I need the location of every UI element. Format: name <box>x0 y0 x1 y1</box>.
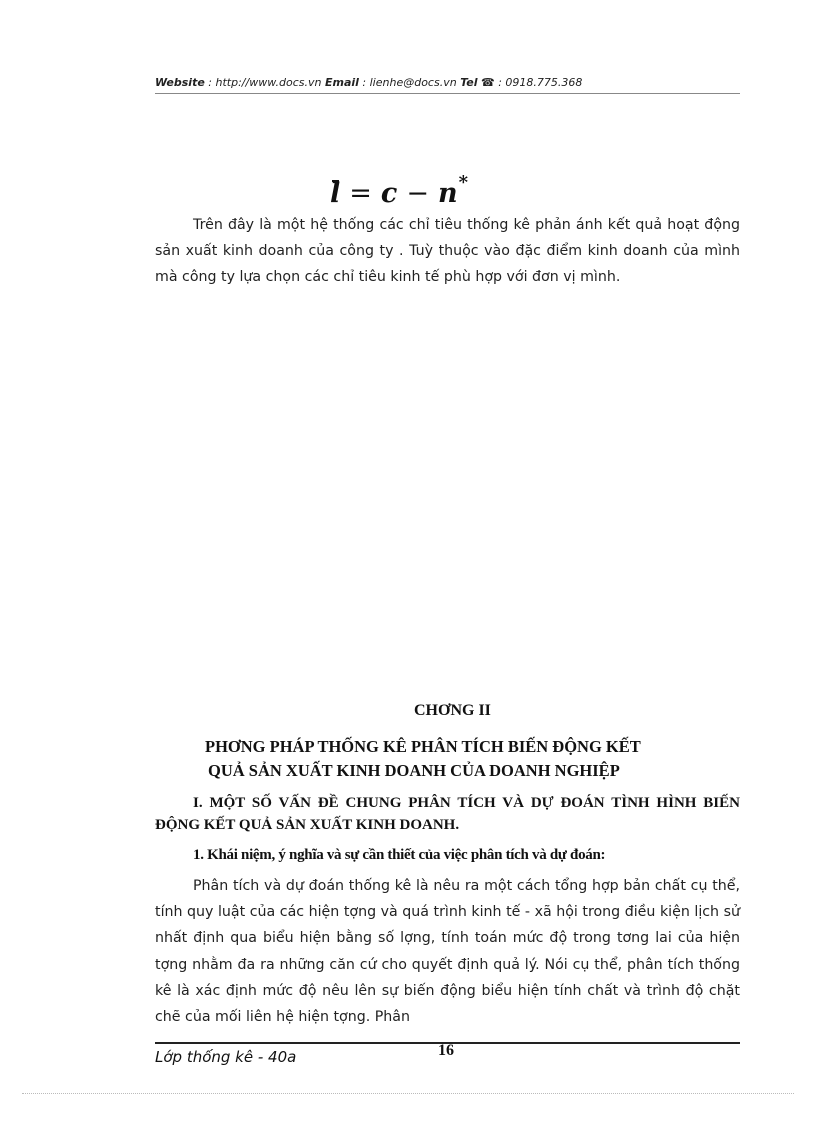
chapter-title-line2: QUẢ SẢN XUẤT KINH DOANH CỦA DOANH NGHIỆP <box>208 761 620 780</box>
page-number: 16 <box>438 1042 454 1059</box>
page-header <box>155 76 740 89</box>
chapter-title <box>205 735 745 783</box>
website-value: : http://www.docs.vn <box>204 76 325 89</box>
tel-label: Tel <box>460 76 478 89</box>
formula-c: c <box>380 178 399 209</box>
formula <box>330 172 470 209</box>
header-rule <box>155 93 740 94</box>
paragraph-analysis <box>155 873 740 1030</box>
section-heading <box>155 792 740 836</box>
email-value: : lienhe@docs.vn <box>358 76 461 89</box>
page-bottom-divider <box>22 1093 794 1094</box>
formula-l-bar: l <box>330 178 342 209</box>
paragraph-summary <box>155 212 740 290</box>
tel-value: : 0918.775.368 <box>494 76 583 89</box>
formula-n: n <box>437 178 459 209</box>
formula-star: * <box>458 172 470 193</box>
chapter-number: CHƠNG II <box>414 702 491 719</box>
section-heading-text: I. MỘT SỐ VẤN ĐỀ CHUNG PHÂN TÍCH VÀ DỰ ĐOÁN TÌNH HÌNH BIẾN ĐỘNG KẾT QUẢ SẢN XUẤT KINH DOANH. <box>155 795 740 833</box>
paragraph-summary-text: Trên đây là một hệ thống các chỉ tiêu thống kê phản ánh kết quả hoạt động sản xuất kinh doanh của công ty . Tuỳ thuộc vào đặc điểm kinh doanh của mình mà công ty lựa chọn các chỉ tiêu kinh tế phù hợp với đơn vị mình. <box>155 217 740 285</box>
subsection-heading: 1. Khái niệm, ý nghĩa và sự cần thiết của việc phân tích và dự đoán: <box>193 847 606 863</box>
chapter-title-line1: PHƠNG PHÁP THỐNG KÊ PHÂN TÍCH BIẾN ĐỘNG KẾT <box>205 737 641 756</box>
paragraph-analysis-text: Phân tích và dự đoán thống kê là nêu ra một cách tổng hợp bản chất cụ thể, tính quy luật của các hiện tợng và quá trình kinh tế - xã hội trong điều kiện lịch sử nhất định qua biểu hiện bằng số lợng, tính toán mức độ trong tơng lai của hiện tợng nhằm đa ra những căn cứ cho quyết định quả lý. Nói cụ thể, phân tích thống kê là xác định mức độ nêu lên sự biến động biểu hiện tính chất và trình độ chặt chẽ của mối liên hệ hiện tợng. Phân <box>155 878 740 1026</box>
formula-minus: − <box>406 178 430 209</box>
footer-class-label: Lớp thống kê - 40a <box>155 1048 297 1066</box>
website-label: Website <box>155 76 205 89</box>
formula-equals: = <box>349 178 373 209</box>
email-label: Email <box>324 76 359 89</box>
phone-icon: ☎ <box>481 76 495 89</box>
